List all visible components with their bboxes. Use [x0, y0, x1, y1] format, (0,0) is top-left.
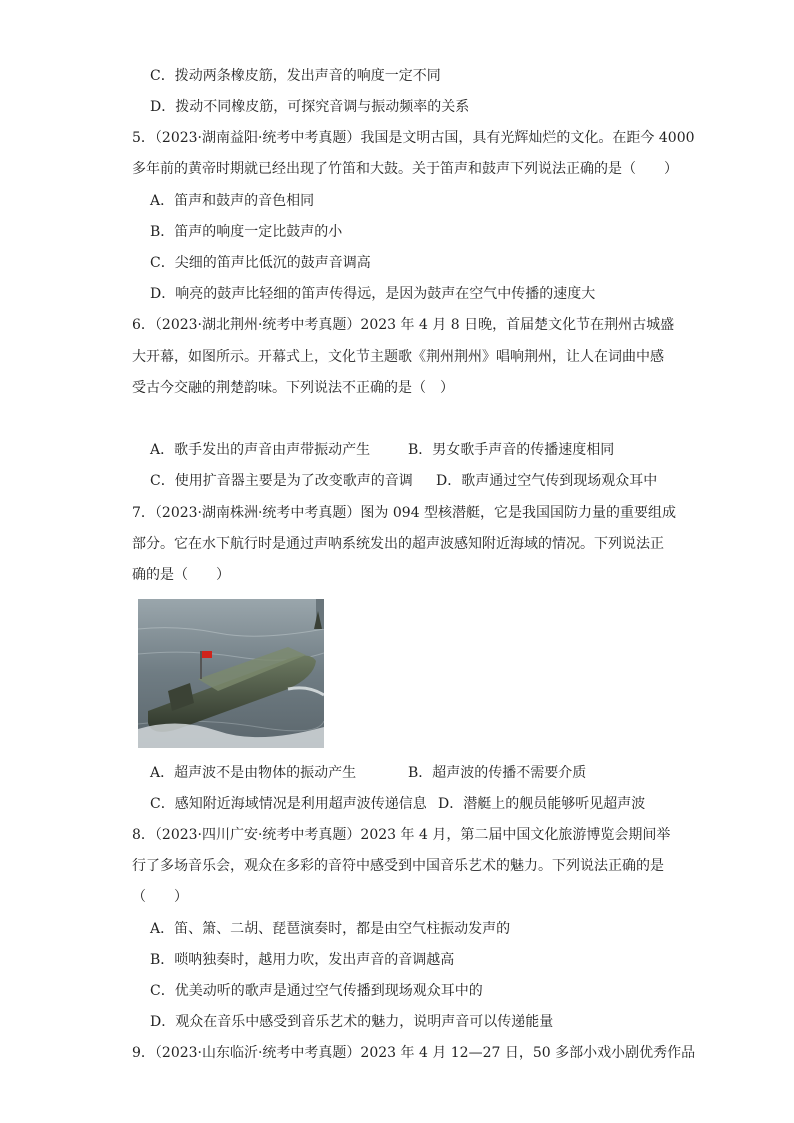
q7-stem-line1: 7．（2023·湖南株洲·统考中考真题）图为 094 型核潜艇，它是我国国防力量的重要组成: [132, 505, 677, 521]
q8-option-b: B．唢呐独奏时，越用力吹，发出声音的音调越高: [150, 952, 455, 968]
q4-option-c: C．拨动两条橡皮筋，发出声音的响度一定不同: [150, 68, 441, 84]
q6-option-c: C．使用扩音器主要是为了改变歌声的音调: [150, 473, 413, 489]
q8-option-a: A．笛、箫、二胡、琵琶演奏时，都是由空气柱振动发声的: [150, 921, 511, 937]
q6-option-b: B．男女歌手声音的传播速度相同: [408, 442, 615, 458]
q7-stem-line3: 确的是（ ）: [132, 567, 230, 583]
q7-option-d: D．潜艇上的舰员能够听见超声波: [438, 796, 646, 812]
q8-stem-line1: 8．（2023·四川广安·统考中考真题）2023 年 4 月，第二届中国文化旅游博览会期间举: [132, 827, 671, 843]
q6-stem-line2: 大开幕，如图所示。开幕式上，文化节主题歌《荆州荆州》唱响荆州，让人在词曲中感: [132, 349, 664, 365]
q6-stem-line1: 6．（2023·湖北荆州·统考中考真题）2023 年 4 月 8 日晚，首届楚文化节在荆州古城盛: [132, 317, 675, 333]
q5-option-c: C．尖细的笛声比低沉的鼓声音调高: [150, 255, 371, 271]
q6-option-d: D．歌声通过空气传到现场观众耳中: [436, 473, 658, 489]
q6-option-a: A．歌手发出的声音由声带振动产生: [150, 442, 371, 458]
q7-stem-line2: 部分。它在水下航行时是通过声呐系统发出的超声波感知附近海域的情况。下列说法正: [132, 536, 664, 552]
q4-option-d: D．拨动不同橡皮筋，可探究音调与振动频率的关系: [150, 99, 470, 115]
q9-stem-line1: 9．（2023·山东临沂·统考中考真题）2023 年 4 月 12—27 日，50 多部小戏小剧优秀作品: [132, 1045, 696, 1061]
q7-option-c: C．感知附近海域情况是利用超声波传递信息: [150, 796, 427, 812]
q5-option-b: B．笛声的响度一定比鼓声的小: [150, 224, 343, 240]
q6-stem-line3: 受古今交融的荆楚韵味。下列说法不正确的是（ ）: [132, 380, 454, 396]
q5-stem-line1: 5．（2023·湖南益阳·统考中考真题）我国是文明古国，具有光辉灿烂的文化。在距今 4000: [132, 130, 695, 146]
submarine-photo: [138, 599, 324, 748]
q7-option-b: B．超声波的传播不需要介质: [408, 765, 587, 781]
q5-option-a: A．笛声和鼓声的音色相同: [150, 193, 315, 209]
q8-stem-line2: 行了多场音乐会，观众在多彩的音符中感受到中国音乐艺术的魅力。下列说法正确的是: [132, 858, 664, 874]
q8-stem-line3: （ ）: [132, 889, 188, 905]
q8-option-d: D．观众在音乐中感受到音乐艺术的魅力，说明声音可以传递能量: [150, 1014, 554, 1030]
q5-option-d: D．响亮的鼓声比轻细的笛声传得远，是因为鼓声在空气中传播的速度大: [150, 286, 596, 302]
q8-option-c: C．优美动听的歌声是通过空气传播到现场观众耳中的: [150, 983, 483, 999]
q7-option-a: A．超声波不是由物体的振动产生: [150, 765, 357, 781]
q5-stem-line2: 多年前的黄帝时期就已经出现了竹笛和大鼓。关于笛声和鼓声下列说法正确的是（ ）: [132, 161, 678, 177]
